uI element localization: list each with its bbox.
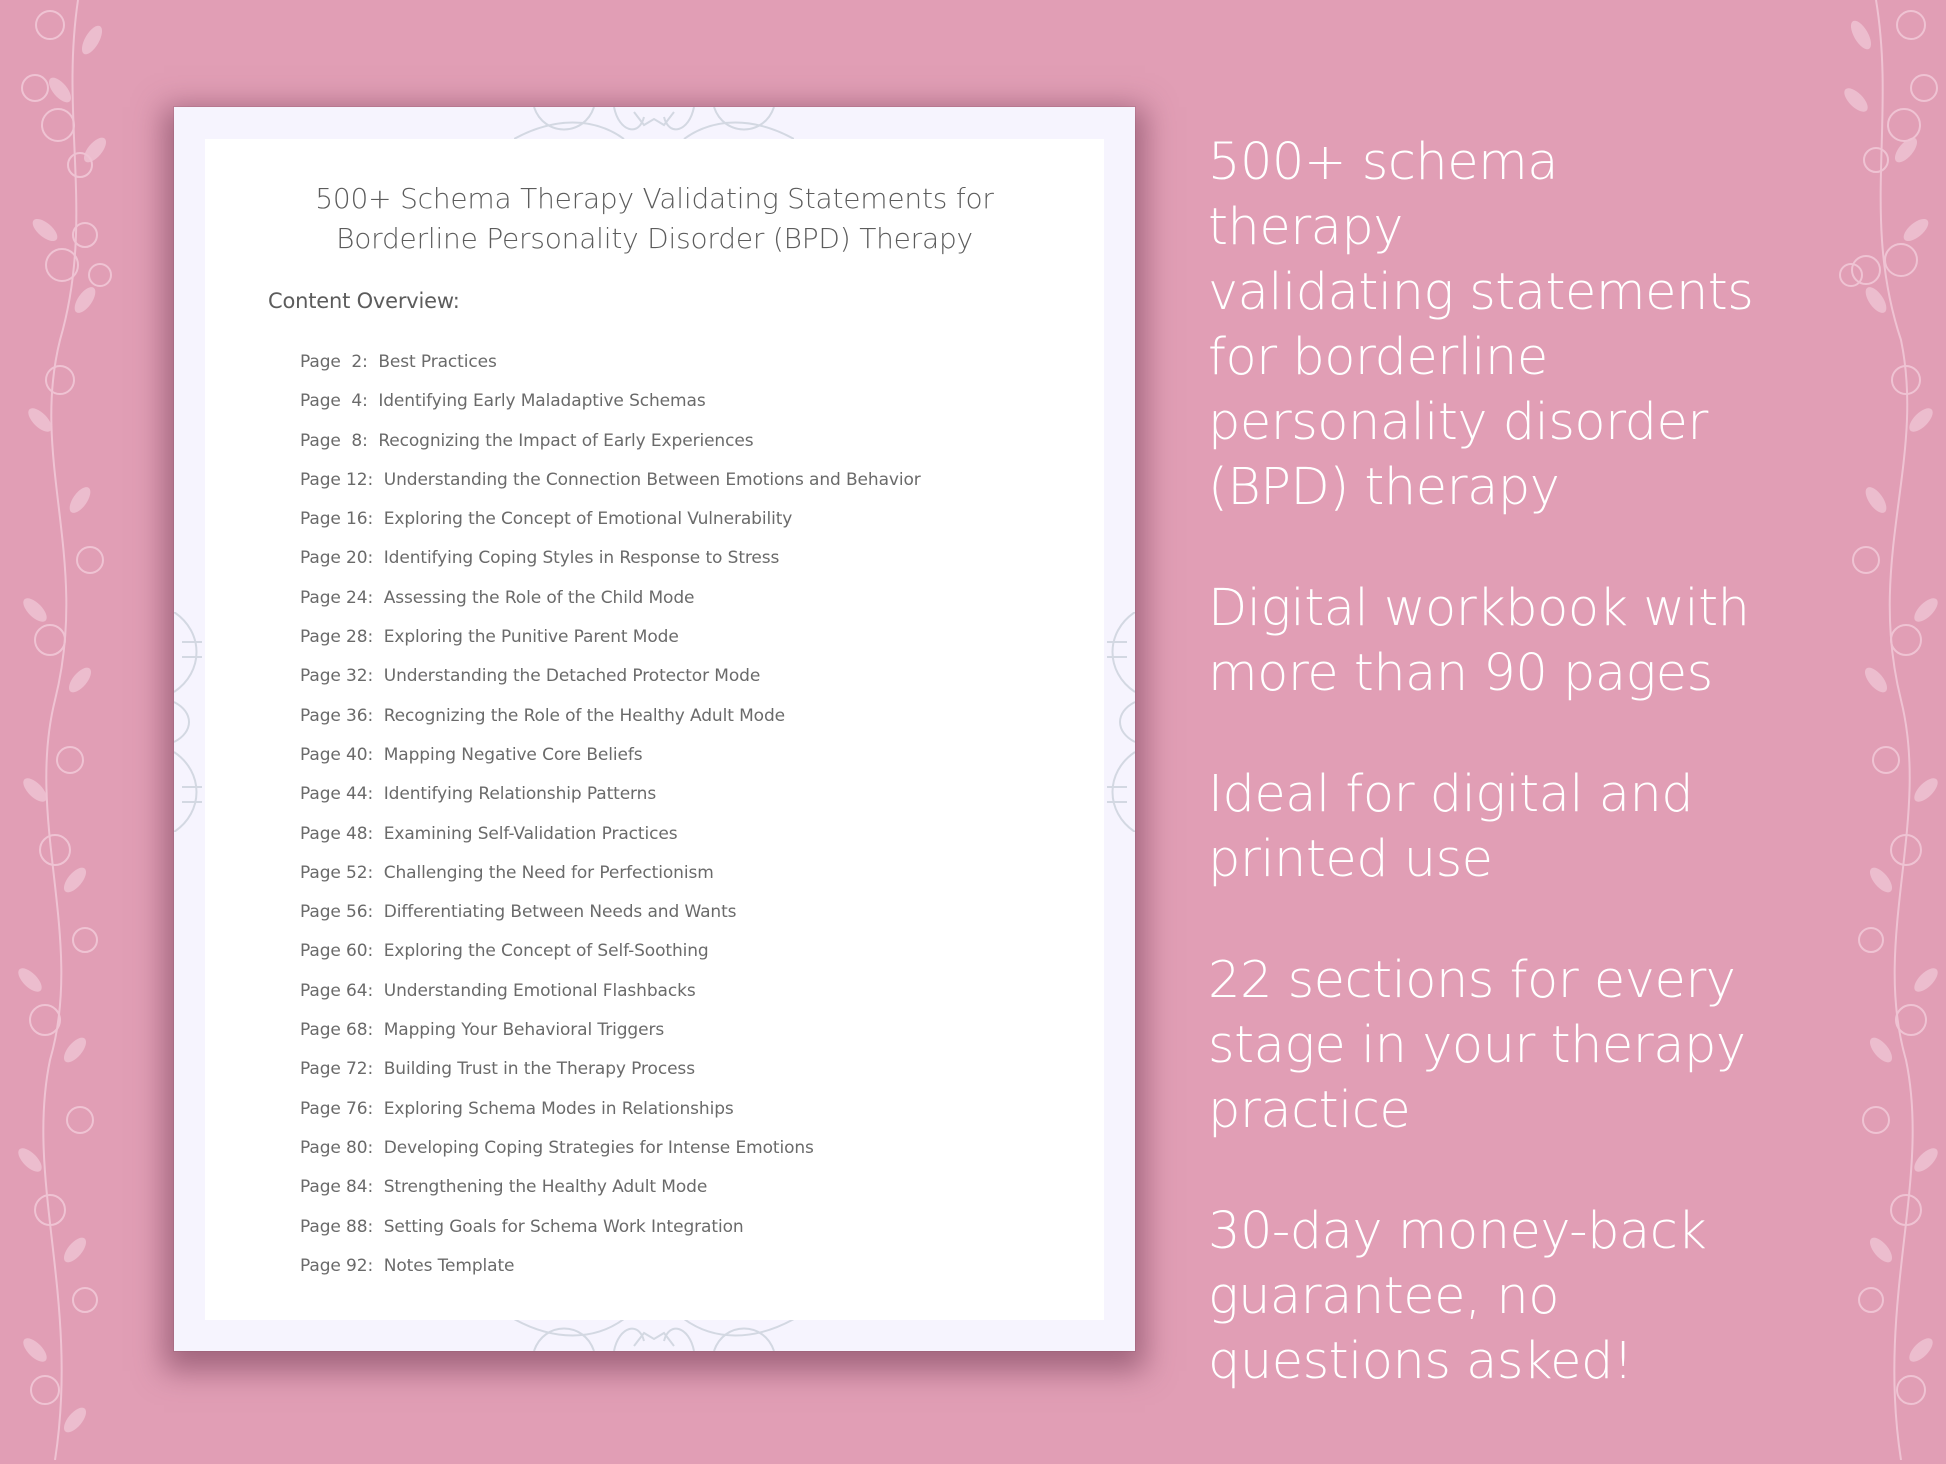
toc-page-number: Page 12: [300,469,374,490]
toc-page-number: Page 48: [300,823,374,844]
document-title [205,179,1104,259]
toc-title: Recognizing the Role of the Healthy Adult Mode [383,705,786,726]
toc-item [300,972,921,1011]
toc-page-number: Page 88: [300,1216,374,1237]
toc-page-number: Page 44: [300,784,374,805]
toc-page-number: Page 92: [300,1255,374,1276]
feature-line: more than 90 pages [1208,644,1713,703]
toc-item [300,500,921,539]
toc-title: Setting Goals for Schema Work Integration [383,1216,744,1237]
toc-item [300,422,921,461]
feature-line: stage in your therapy [1208,1016,1746,1075]
toc-title: Developing Coping Strategies for Intense Emotions [383,1137,814,1158]
document-title-line-2: Borderline Personality Disorder (BPD) Therapy [336,222,973,255]
workbook-page-preview [174,107,1135,1351]
toc-item [300,539,921,578]
toc-item [300,382,921,421]
feature-line: Digital workbook with [1208,579,1750,638]
toc-item [300,343,921,382]
toc-title: Mapping Negative Core Beliefs [383,744,643,765]
feature-list [1208,130,1768,1450]
toc-item [300,579,921,618]
toc-item [300,893,921,932]
toc-page-number: Page 72: [300,1059,374,1080]
toc-item [300,815,921,854]
toc-title: Understanding the Detached Protector Mode [383,666,761,687]
toc-title: Exploring Schema Modes in Relationships [383,1098,734,1119]
toc-item [300,1090,921,1129]
toc-page-number: Page 36: [300,705,374,726]
mandala-top-icon [514,107,794,139]
toc-item [300,775,921,814]
toc-page-number: Page 40: [300,744,374,765]
feature-line: 22 sections for every [1208,951,1736,1010]
toc-item [300,1168,921,1207]
toc-title: Building Trust in the Therapy Process [383,1059,695,1080]
floral-vine-left-icon [0,0,140,1460]
feature-line: practice [1208,1081,1411,1140]
table-of-contents [300,343,921,1286]
toc-item [300,1050,921,1089]
floral-vine-right-icon [1806,0,1946,1460]
feature-guarantee [1208,1199,1768,1394]
toc-page-number: Page 76: [300,1098,374,1119]
toc-title: Assessing the Role of the Child Mode [383,587,695,608]
feature-line: validating statements [1208,263,1754,322]
feature-line: 500+ schema therapy [1208,133,1559,257]
toc-title: Differentiating Between Needs and Wants [383,902,737,923]
feature-line: questions asked! [1208,1332,1633,1391]
toc-item [300,1011,921,1050]
feature-line: personality disorder [1208,393,1708,452]
toc-page-number: Page 4: [300,391,368,412]
toc-title: Exploring the Punitive Parent Mode [383,627,679,648]
toc-item [300,736,921,775]
toc-item [300,461,921,500]
toc-page-number: Page 56: [300,902,374,923]
toc-page-number: Page 32: [300,666,374,687]
toc-title: Identifying Early Maladaptive Schemas [378,391,706,412]
content-overview-label: Content Overview: [268,289,460,313]
toc-page-number: Page 80: [300,1137,374,1158]
toc-item [300,618,921,657]
toc-item [300,697,921,736]
toc-title: Notes Template [383,1255,515,1276]
feature-line: guarantee, no [1208,1267,1559,1326]
toc-page-number: Page 8: [300,430,368,451]
toc-page-number: Page 16: [300,509,374,530]
toc-page-number: Page 64: [300,980,374,1001]
page-content [205,139,1104,1320]
toc-title: Understanding Emotional Flashbacks [383,980,696,1001]
feature-page-count [1208,576,1768,706]
toc-page-number: Page 24: [300,587,374,608]
toc-item [300,1129,921,1168]
toc-page-number: Page 68: [300,1020,374,1041]
feature-line: (BPD) therapy [1208,458,1560,517]
toc-item [300,1208,921,1247]
toc-page-number: Page 2: [300,352,368,372]
feature-line: Ideal for digital and [1208,765,1694,824]
toc-page-number: Page 20: [300,548,374,569]
toc-page-number: Page 28: [300,627,374,648]
feature-line: 30-day money-back [1208,1202,1707,1261]
mandala-right-icon [1104,612,1135,832]
toc-page-number: Page 84: [300,1177,374,1198]
toc-item [300,1247,921,1286]
mandala-bottom-icon [514,1319,794,1351]
toc-title: Understanding the Connection Between Emotions and Behavior [383,469,921,490]
toc-title: Identifying Coping Styles in Response to Stress [383,548,780,569]
toc-item [300,932,921,971]
toc-item [300,657,921,696]
toc-title: Examining Self-Validation Practices [383,823,678,844]
toc-title: Challenging the Need for Perfectionism [383,862,714,883]
toc-title: Best Practices [378,352,497,372]
toc-title: Exploring the Concept of Self-Soothing [383,941,709,962]
document-title-line-1: 500+ Schema Therapy Validating Statements for [315,182,994,215]
toc-title: Identifying Relationship Patterns [383,784,657,805]
feature-sections [1208,948,1768,1143]
feature-usage [1208,762,1768,892]
feature-statements [1208,130,1768,520]
toc-title: Recognizing the Impact of Early Experiences [378,430,754,451]
feature-line: for borderline [1208,328,1548,387]
toc-title: Exploring the Concept of Emotional Vulnerability [383,509,793,530]
toc-page-number: Page 60: [300,941,374,962]
toc-page-number: Page 52: [300,862,374,883]
toc-title: Strengthening the Healthy Adult Mode [383,1177,708,1198]
toc-item [300,854,921,893]
mandala-left-icon [174,612,205,832]
toc-title: Mapping Your Behavioral Triggers [383,1020,665,1041]
feature-line: printed use [1208,830,1493,889]
